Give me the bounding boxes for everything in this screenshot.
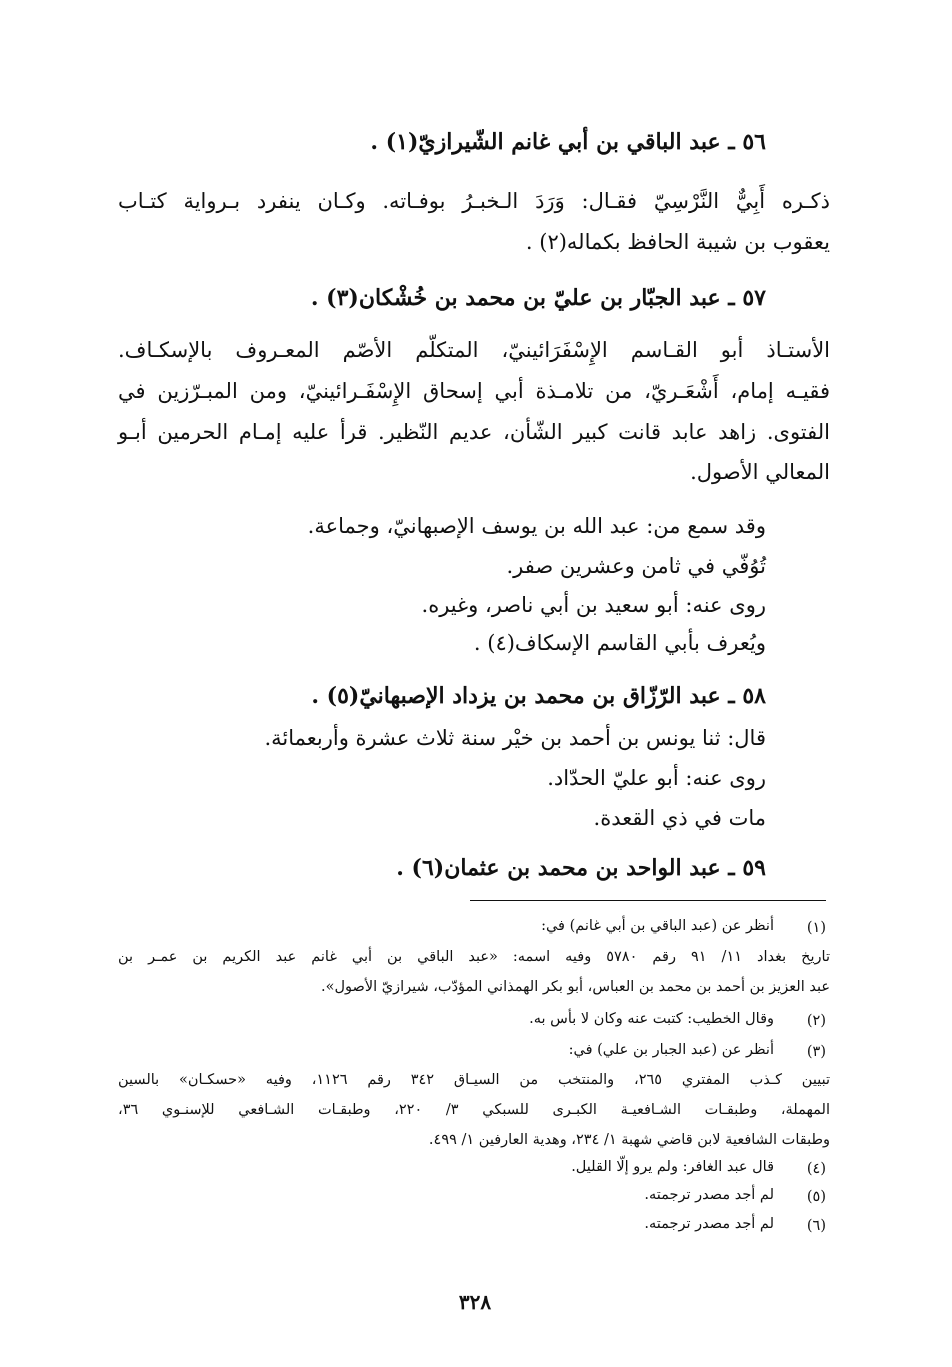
entry-57-sub-3: روى عنه: أبو سعيد بن أبي ناصر، وغيره. [421, 593, 766, 617]
entry-57-line-4: المعالي الأصول. [690, 460, 830, 484]
footnote-1-line-2: تاريخ بغداد ١١/ ٩١ رقم ٥٧٨٠ وفيه اسمه: «عبد الباقي بن أبي غانم عبد الكريم بن عمـر بن [118, 949, 830, 965]
footnote-number-4: (٤) [806, 1161, 826, 1177]
footnote-number-1: (١) [806, 920, 826, 936]
entry-heading-59: ٥٩ ـ عبد الواحد بن محمد بن عثمان(٦) . [396, 855, 766, 881]
entry-57-sub-2: تُوُفّي في ثامن وعشرين صفر. [506, 554, 766, 578]
entry-58-sub-2: روى عنه: أبو عليّ الحدّاد. [547, 766, 766, 790]
footnote-number-2: (٢) [806, 1013, 826, 1029]
entry-57-line-1: الأستـاذ أبو القـاسم الإِسْفَرَائينيّ، المتكلّم الأصّم المعـروف بالإسكـاف. [118, 338, 830, 362]
entry-heading-58: ٥٨ ـ عبد الرّزّاق بن محمد بن يزداد الإصبهانيّ(٥) . [311, 683, 766, 709]
page-number: ٣٢٨ [458, 1290, 492, 1314]
entry-heading-57: ٥٧ ـ عبد الجبّار بن عليّ بن محمد بن خُشْكان(٣) . [310, 285, 766, 311]
footnote-3-line-1: أنظر عن (عبد الجبار بن علي) في: [568, 1042, 774, 1058]
footnote-3-line-2: تبيين كـذب المفتري ٢٦٥، والمنتخب من السيـاق ٣٤٢ رقم ١١٢٦، وفيه «حسكـان» بالسين [118, 1072, 830, 1088]
footnote-1-line-1: أنظر عن (عبد الباقي بن أبي غانم) في: [541, 918, 774, 934]
footnote-number-6: (٦) [806, 1218, 826, 1234]
entry-58-sub-3: مات في ذي القعدة. [593, 806, 766, 830]
entry-56-line-2: يعقوب بن شيبة الحافظ بكماله(٢) . [525, 230, 830, 254]
footnote-4-line-1: قال عبد الغافر: ولم يرو إلّا القليل. [571, 1159, 774, 1175]
footnote-number-3: (٣) [806, 1044, 826, 1060]
footnote-1-line-3: عبد العزيز بن أحمد بن محمد بن العباس، أبو بكر الهمذاني المؤدّب، شيرازيّ الأصول». [321, 979, 830, 995]
entry-57-sub-1: وقد سمع من: عبد الله بن يوسف الإصبهانيّ، وجماعة. [307, 514, 766, 538]
footnote-5-line-1: لم أجد مصدر ترجمته. [644, 1187, 774, 1203]
footnote-2-line-1: وقال الخطيب: كتبت عنه وكان لا بأس به. [529, 1011, 774, 1027]
footnote-6-line-1: لم أجد مصدر ترجمته. [644, 1216, 774, 1232]
footnote-divider [470, 900, 826, 901]
footnote-number-5: (٥) [806, 1189, 826, 1205]
entry-57-sub-4: ويُعرف بأبي القاسم الإسكاف(٤) . [473, 631, 766, 655]
footnote-3-line-4: وطبقات الشافعية لابن قاضي شهبة ١/ ٢٣٤، وهدية العارفين ١/ ٤٩٩. [428, 1132, 830, 1148]
entry-57-line-3: الفتوى. زاهد عابد قانت كبير الشّأن، عديم النّظير. قرأ عليه إمـام الحرمين أبـو [118, 420, 830, 444]
entry-heading-56: ٥٦ ـ عبد الباقي بن أبي غانم الشّيرازيّ(١) . [370, 129, 766, 155]
footnote-3-line-3: المهملة، وطبقـات الشـافعيـة الكبـرى للسبكي ٣/ ٢٢٠، وطبقـات الشـافعي للإسنـوي ٣٦، [118, 1102, 830, 1118]
entry-58-sub-1: قال: ثنا يونس بن أحمد بن خيْر سنة ثلاث عشرة وأربعمائة. [264, 726, 766, 750]
entry-57-line-2: فقيـه إمام، أَشْعَـريّ، من تلامـذة أبي إسحاق الإِسْفَـرائينيّ، ومن المبـرّزين في [118, 379, 830, 403]
entry-56-line-1: ذكـره أَبِيٌّ النَّرْسِيّ فقـال: وَرَدَ الـخبـرُ بوفـاته. وكـان ينفرد بـرواية كتـاب [118, 189, 830, 213]
